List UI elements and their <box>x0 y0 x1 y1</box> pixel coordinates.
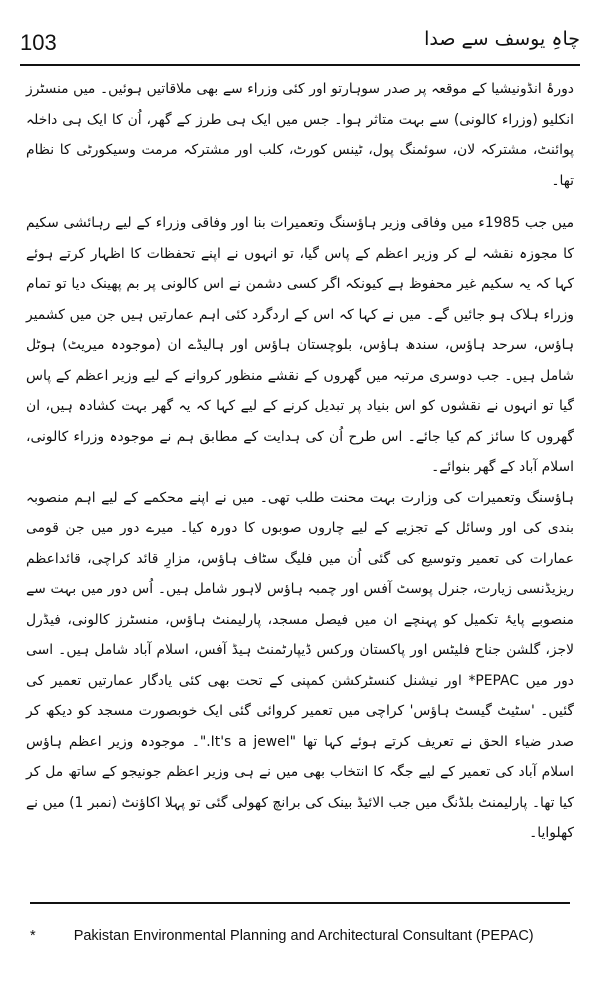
text-line: میں جب 1985ء میں وفاقی وزیر ہاؤسنگ وتعمیرات بنا اور وفاقی وزراء کے لیے رہائشی <box>63 215 575 231</box>
page-number: 103 <box>20 30 57 55</box>
footnote-mark: * <box>30 928 36 944</box>
text-line: تھا "It's a jewel."۔ موجودہ وزیر اعظم ہاؤس اسلام آباد کی تعمیر کے لیے جگہ کا انتخاب بھی میں <box>26 733 575 780</box>
text-line: طرح اُن کی ہدایت کے مطابق ہم نے موجودہ وزراء کالونی، اسلام آباد کے گھر بنوائے۔ <box>26 428 574 475</box>
text-line: کھولی گئی تو پہلا اکاؤنٹ (نمبر 1) میں نے کھلوایا۔ <box>26 794 574 841</box>
text-line: ہاؤسنگ وتعمیرات کی وزارت بہت محنت طلب تھی۔ میں نے اپنے محکمے کے لیے اہم <box>74 489 574 506</box>
footnote-divider <box>30 902 570 904</box>
text-line: قومی عمارات کی تعمیر وتوسیع کی گئی اُن میں فلیگ سٹاف ہاؤس، مزارِ قائد کراچی، قائداعظم <box>26 520 574 567</box>
text-line: نے ہی وزیر اعظم جونیجو کے ساتھ مل کر کیا تھا۔ پارلیمنٹ بلڈنگ میں جب الائیڈ بینک کی برانچ <box>26 764 574 811</box>
paragraph-3 <box>26 483 574 849</box>
text-line: مرتبہ میں گھروں کے نقشے منظور کروانے کے لیے وزیر اعظم کے پاس گیا تو انہوں نے نقشوں کو اس <box>26 367 574 414</box>
text-line: منسٹرز انکلیو (وزراء کالونی) سے بہت متاثر ہوا۔ جس میں ایک ہی طرز کے گھر، اُن کا ایک ہی <box>26 81 574 128</box>
page-header <box>20 28 580 66</box>
text-line: منصوبہ بندی کی اور وسائل کے تجزیے کے لیے چاروں صوبوں کا دورہ کیا۔ میرے دور میں جن <box>26 489 574 536</box>
text-line: تھا۔ <box>551 172 574 189</box>
text-line: بنیاد پر تبدیل کرنے کے لیے کہا کہ یہ گھر بہت کشادہ ہیں، ان گھروں کا سائز کم کیا جائے۔ اس <box>26 398 574 445</box>
text-line: سکیم کا مجوزہ نقشہ لے کر وزیر اعظم کے پاس گیا، تو انہوں نے اپنے تحفظات کا اظہار کرتے ہوئے <box>26 215 574 262</box>
paragraph-2 <box>26 208 574 483</box>
body-text <box>26 74 574 849</box>
paragraph-1 <box>26 74 574 196</box>
text-line: کراچی میں تعمیر کروائی گئی ایک خوبصورت مسجد کو دیکھ کر صدر ضیاء الحق نے تعریف کرتے ہوئے کہا <box>26 703 574 750</box>
footnote-text: Pakistan Environmental Planning and Architectural Consultant (PEPAC) <box>73 928 534 944</box>
footnote <box>30 928 570 944</box>
running-title: چاہِ یوسف سے صدا <box>424 28 580 50</box>
text-line: دورۂ انڈونیشیا کے موقعہ پر صدر سوہارتو اور کئی وزراء سے بھی ملاقاتیں ہوئیں۔ میں <box>73 81 574 97</box>
text-line: جناح فلیٹس اور پاکستان ورکس ڈیپارٹمنٹ ہیڈ آفس، اسلام آباد شامل ہیں۔ اسی دور میں <box>26 642 574 689</box>
text-line: کہا کہ یہ سکیم غیر محفوظ ہے کیونکہ اگر کسی دشمن نے اس کالونی پر بم پھینک دیا تو تمام وزراء ہلاک ہو <box>26 276 575 323</box>
text-line: جائیں گے۔ میں نے کہا کہ اس کے اردگرد کئی اہم عمارتیں ہیں جن میں کشمیر ہاؤس، سرحد ہاؤس، <box>26 306 574 353</box>
text-line: سندھ ہاؤس، بلوچستان ہاؤس اور ہالیڈے ان (موجودہ میریٹ) ہوٹل شامل ہیں۔ جب دوسری <box>26 337 575 384</box>
text-line: ریزیڈنسی زیارت، جنرل پوسٹ آفس اور چمبہ ہاؤس لاہور شامل ہیں۔ اُس دور میں بہت سے <box>26 581 574 597</box>
text-line: منصوبے پایۂ تکمیل کو پہنچے ان میں فیصل مسجد، پارلیمنٹ ہاؤس، منسٹرز کالونی، فیڈرل لاجز، گلشن <box>26 611 574 658</box>
text-line: داخلہ پوائنٹ، مشترکہ لان، سوئمنگ پول، ٹینس کورٹ، کلب اور مشترکہ مرمت وسیکورٹی کا نظام <box>26 111 574 158</box>
text-line: PEPAC* اور نیشنل کنسٹرکشن کمپنی کے تحت بھی کئی یادگار عمارتیں تعمیر کی گئیں۔ 'سٹیٹ گیسٹ ہاؤس' <box>26 672 574 719</box>
